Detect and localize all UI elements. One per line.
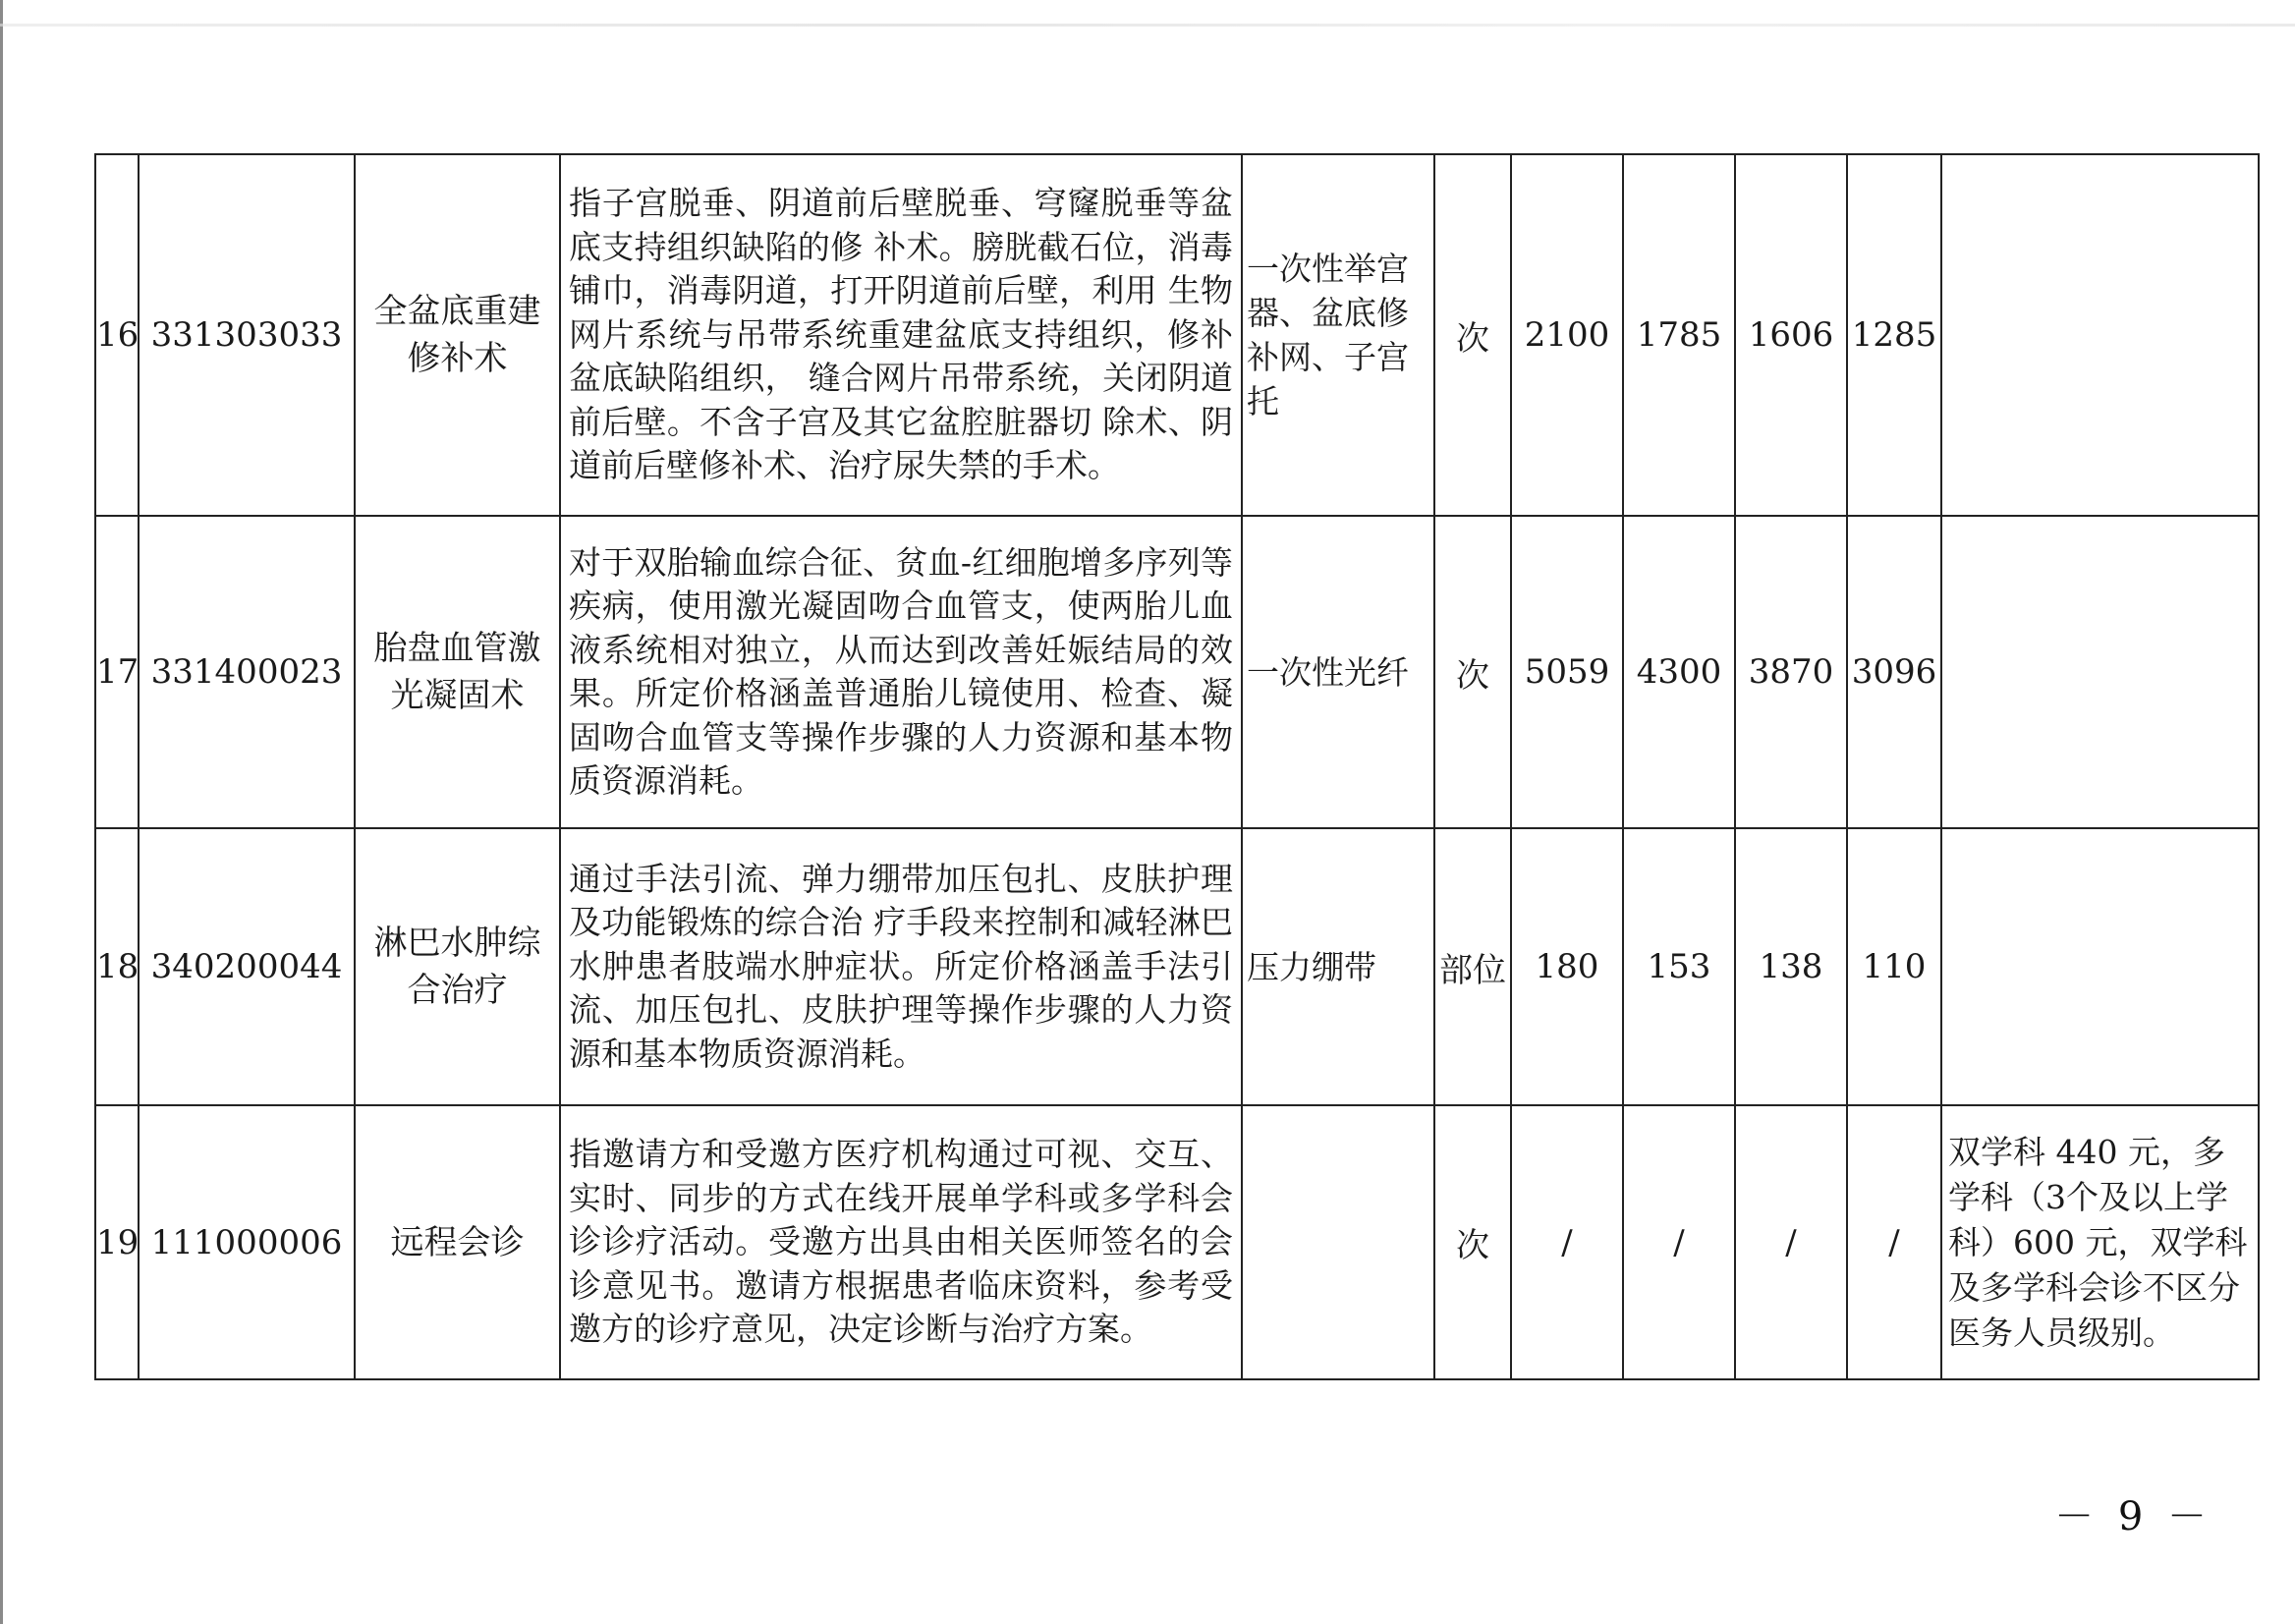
item-note: 双学科 440 元，多学科（3个及以上学科）600 元，双学科及多学科会诊不区分医务人员级别。 [1941,1105,2259,1379]
scan-left-edge [0,0,3,1624]
item-description: 指邀请方和受邀方医疗机构通过可视、交互、实时、同步的方式在线开展单学科或多学科会诊诊疗活动。受邀方出具由相关医师签名的会诊意见书。邀请方根据患者临床资料，参考受邀方的诊疗意见，决定诊断与治疗方案。 [560,1105,1242,1379]
item-code: 331303033 [139,154,355,516]
excluded-items [1242,1105,1434,1379]
scan-top-smudge [0,24,2295,27]
item-note [1941,516,2259,828]
item-name: 胎盘血管激光凝固术 [355,516,560,828]
pricing-unit: 次 [1434,516,1511,828]
price-level-1: 180 [1511,828,1623,1105]
item-description: 指子宫脱垂、阴道前后壁脱垂、穹窿脱垂等盆底支持组织缺陷的修 补术。膀胱截石位，消毒铺巾，消毒阴道，打开阴道前后壁，利用 生物网片系统与吊带系统重建盆底支持组织，修补盆底缺陷组织， 缝合网片吊带系统，关闭阴道前后壁。不含子宫及其它盆腔脏器切 除术、阴道前后壁修补术、治疗尿失禁的手术。 [560,154,1242,516]
price-level-4: / [1847,1105,1941,1379]
price-level-4: 3096 [1847,516,1941,828]
item-description: 对于双胎输血综合征、贫血-红细胞增多序列等疾病，使用激光凝固吻合血管支，使两胎儿血液系统相对独立，从而达到改善妊娠结局的效果。所定价格涵盖普通胎儿镜使用、检查、凝固吻合血管支等操作步骤的人力资源和基本物质资源消耗。 [560,516,1242,828]
item-name: 淋巴水肿综合治疗 [355,828,560,1105]
table-row [95,1105,2259,1379]
table-row [95,516,2259,828]
price-level-1: 2100 [1511,154,1623,516]
price-level-3: / [1735,1105,1847,1379]
price-level-3: 1606 [1735,154,1847,516]
row-number: 19 [95,1105,139,1379]
row-number: 17 [95,516,139,828]
excluded-items: 一次性光纤 [1242,516,1434,828]
price-level-2: / [1623,1105,1735,1379]
price-level-2: 153 [1623,828,1735,1105]
item-name: 全盆底重建修补术 [355,154,560,516]
item-name: 远程会诊 [355,1105,560,1379]
price-level-3: 3870 [1735,516,1847,828]
pricing-unit: 次 [1434,154,1511,516]
price-level-4: 1285 [1847,154,1941,516]
price-level-2: 1785 [1623,154,1735,516]
excluded-items: 压力绷带 [1242,828,1434,1105]
table-row [95,154,2259,516]
row-number: 16 [95,154,139,516]
item-note [1941,828,2259,1105]
medical-service-price-table [94,153,2260,1380]
table-row [95,828,2259,1105]
price-level-2: 4300 [1623,516,1735,828]
price-level-3: 138 [1735,828,1847,1105]
price-level-1: 5059 [1511,516,1623,828]
item-note [1941,154,2259,516]
pricing-unit: 部位 [1434,828,1511,1105]
item-code: 340200044 [139,828,355,1105]
row-number: 18 [95,828,139,1105]
price-level-1: / [1511,1105,1623,1379]
pricing-unit: 次 [1434,1105,1511,1379]
item-code: 111000006 [139,1105,355,1379]
item-code: 331400023 [139,516,355,828]
price-level-4: 110 [1847,828,1941,1105]
excluded-items: 一次性举宫器、盆底修补网、子宫托 [1242,154,1434,516]
page-number: － 9 － [2054,1494,2212,1540]
item-description: 通过手法引流、弹力绷带加压包扎、皮肤护理及功能锻炼的综合治 疗手段来控制和减轻淋巴水肿患者肢端水肿症状。所定价格涵盖手法引流、加压包扎、皮肤护理等操作步骤的人力资源和基本物质资源消耗。 [560,828,1242,1105]
